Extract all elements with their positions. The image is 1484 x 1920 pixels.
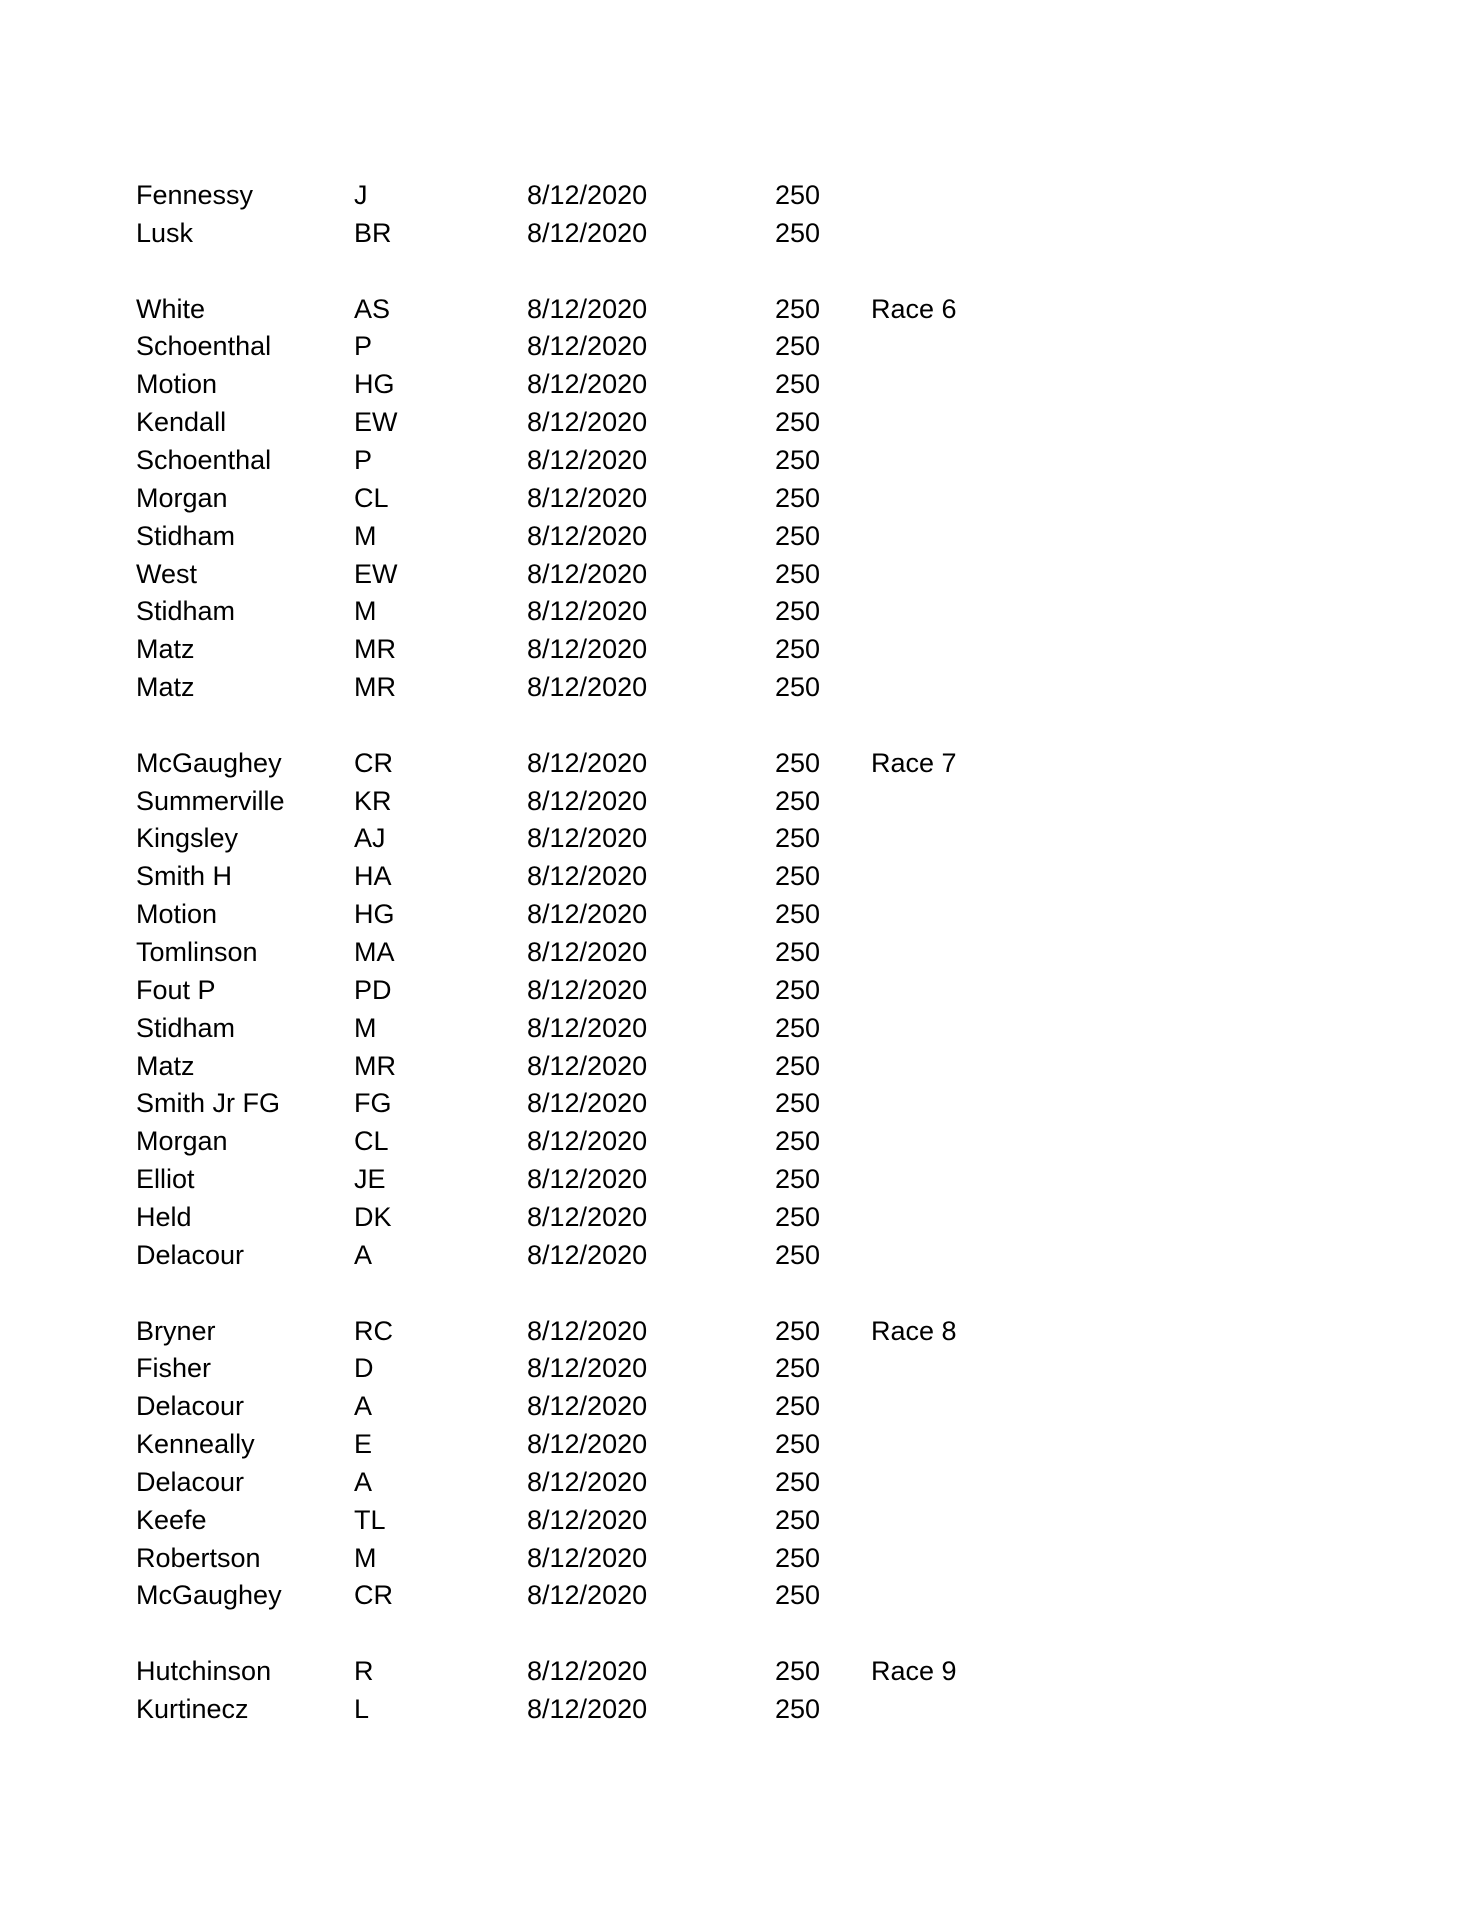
name-cell: McGaughey [136, 747, 282, 778]
name-cell: Elliot [136, 1164, 195, 1195]
amount-cell: 250 [775, 180, 821, 210]
amount-cell: 250 [775, 974, 821, 1005]
table-row [0, 857, 1484, 895]
table-row [0, 1122, 1484, 1160]
table-row [0, 630, 1484, 668]
date-cell: 8/12/2020 [527, 634, 648, 665]
table-row [0, 1236, 1484, 1274]
initials-cell: A [354, 1391, 373, 1422]
name-cell: Delacour [136, 1466, 245, 1497]
date-cell: 8/12/2020 [527, 331, 648, 362]
date-cell: 8/12/2020 [527, 1542, 648, 1573]
date-cell: 8/12/2020 [527, 672, 648, 703]
name-cell: White [136, 293, 206, 324]
table-row [0, 1009, 1484, 1047]
amount-cell: 250 [775, 1694, 821, 1724]
initials-cell: M [354, 520, 377, 551]
table-row [0, 1539, 1484, 1577]
amount-cell: 250 [775, 558, 821, 589]
table-row [0, 1387, 1484, 1425]
amount-cell: 250 [775, 444, 821, 475]
table-row [0, 403, 1484, 441]
initials-cell: P [354, 331, 373, 362]
name-cell: Matz [136, 672, 195, 703]
date-cell: 8/12/2020 [527, 180, 648, 210]
name-cell: Kurtinecz [136, 1694, 249, 1724]
table-row [0, 176, 1484, 214]
initials-cell: MA [354, 937, 395, 967]
amount-cell: 250 [775, 293, 821, 324]
initials-cell: CR [354, 747, 393, 778]
table-row [0, 479, 1484, 517]
name-cell: Morgan [136, 1126, 228, 1157]
date-cell: 8/12/2020 [527, 293, 648, 324]
amount-cell: 250 [775, 1201, 821, 1232]
name-cell: Stidham [136, 520, 236, 551]
table-row [0, 1501, 1484, 1539]
table-row [0, 819, 1484, 857]
amount-cell: 250 [775, 899, 821, 930]
table-row [0, 1349, 1484, 1387]
amount-cell: 250 [775, 937, 821, 967]
name-cell: McGaughey [136, 1580, 282, 1611]
table-row [0, 1047, 1484, 1085]
initials-cell: J [354, 180, 368, 210]
name-cell: Schoenthal [136, 444, 272, 475]
amount-cell: 250 [775, 823, 821, 854]
amount-cell: 250 [775, 634, 821, 665]
table-row [0, 1084, 1484, 1122]
table-row [0, 517, 1484, 555]
name-cell: Motion [136, 369, 218, 400]
table-row [0, 214, 1484, 252]
amount-cell: 250 [775, 217, 821, 248]
table-row [0, 1576, 1484, 1614]
name-cell: Bryner [136, 1315, 216, 1346]
date-cell: 8/12/2020 [527, 974, 648, 1005]
table-row [0, 592, 1484, 630]
amount-cell: 250 [775, 861, 821, 892]
date-cell: 8/12/2020 [527, 1050, 648, 1081]
amount-cell: 250 [775, 1542, 821, 1573]
initials-cell: AJ [354, 823, 386, 854]
amount-cell: 250 [775, 520, 821, 551]
date-cell: 8/12/2020 [527, 1391, 648, 1422]
table-row [0, 782, 1484, 820]
name-cell: Smith H [136, 861, 233, 892]
amount-cell: 250 [775, 331, 821, 362]
date-cell: 8/12/2020 [527, 520, 648, 551]
table-row [0, 1652, 1484, 1690]
date-cell: 8/12/2020 [527, 558, 648, 589]
table-row [0, 441, 1484, 479]
date-cell: 8/12/2020 [527, 1504, 648, 1535]
initials-cell: P [354, 444, 373, 475]
date-cell: 8/12/2020 [527, 1353, 648, 1384]
amount-cell: 250 [775, 1353, 821, 1384]
date-cell: 8/12/2020 [527, 1429, 648, 1460]
name-cell: Matz [136, 1050, 195, 1081]
name-cell: Hutchinson [136, 1656, 272, 1687]
table-row [0, 668, 1484, 706]
initials-cell: L [354, 1694, 370, 1724]
initials-cell: HA [354, 861, 392, 892]
date-cell: 8/12/2020 [527, 596, 648, 627]
initials-cell: R [354, 1656, 374, 1687]
race-label: Race 7 [871, 747, 957, 778]
amount-cell: 250 [775, 596, 821, 627]
table-row [0, 290, 1484, 328]
date-cell: 8/12/2020 [527, 1656, 648, 1687]
initials-cell: E [354, 1429, 373, 1460]
initials-cell: BR [354, 217, 392, 248]
date-cell: 8/12/2020 [527, 1694, 648, 1724]
initials-cell: M [354, 596, 377, 627]
initials-cell: EW [354, 407, 398, 438]
date-cell: 8/12/2020 [527, 861, 648, 892]
table-row [0, 327, 1484, 365]
initials-cell: CR [354, 1580, 393, 1611]
initials-cell: FG [354, 1088, 392, 1119]
date-cell: 8/12/2020 [527, 1239, 648, 1270]
initials-cell: MR [354, 672, 396, 703]
amount-cell: 250 [775, 407, 821, 438]
amount-cell: 250 [775, 1050, 821, 1081]
date-cell: 8/12/2020 [527, 747, 648, 778]
name-cell: Keefe [136, 1504, 207, 1535]
initials-cell: KR [354, 785, 392, 816]
name-cell: Kenneally [136, 1429, 255, 1460]
amount-cell: 250 [775, 1239, 821, 1270]
table-row [0, 555, 1484, 593]
table-row [0, 1312, 1484, 1350]
amount-cell: 250 [775, 672, 821, 703]
date-cell: 8/12/2020 [527, 482, 648, 513]
date-cell: 8/12/2020 [527, 899, 648, 930]
initials-cell: JE [354, 1164, 386, 1195]
table-row [0, 1463, 1484, 1501]
initials-cell: MR [354, 1050, 396, 1081]
date-cell: 8/12/2020 [527, 407, 648, 438]
amount-cell: 250 [775, 1126, 821, 1157]
date-cell: 8/12/2020 [527, 1126, 648, 1157]
name-cell: Kingsley [136, 823, 239, 854]
initials-cell: RC [354, 1315, 393, 1346]
amount-cell: 250 [775, 1656, 821, 1687]
date-cell: 8/12/2020 [527, 1315, 648, 1346]
name-cell: Schoenthal [136, 331, 272, 362]
race-label: Race 9 [871, 1656, 957, 1687]
amount-cell: 250 [775, 785, 821, 816]
amount-cell: 250 [775, 369, 821, 400]
name-cell: Lusk [136, 217, 194, 248]
initials-cell: M [354, 1012, 377, 1043]
initials-cell: HG [354, 899, 395, 930]
initials-cell: A [354, 1466, 373, 1497]
name-cell: Kendall [136, 407, 227, 438]
date-cell: 8/12/2020 [527, 823, 648, 854]
date-cell: 8/12/2020 [527, 937, 648, 967]
name-cell: Tomlinson [136, 937, 258, 967]
date-cell: 8/12/2020 [527, 217, 648, 248]
initials-cell: MR [354, 634, 396, 665]
amount-cell: 250 [775, 1315, 821, 1346]
name-cell: Stidham [136, 1012, 236, 1043]
amount-cell: 250 [775, 1504, 821, 1535]
initials-cell: CL [354, 1126, 389, 1157]
initials-cell: CL [354, 482, 389, 513]
name-cell: Summerville [136, 785, 285, 816]
initials-cell: D [354, 1353, 374, 1384]
amount-cell: 250 [775, 1088, 821, 1119]
date-cell: 8/12/2020 [527, 1466, 648, 1497]
initials-cell: EW [354, 558, 398, 589]
date-cell: 8/12/2020 [527, 1164, 648, 1195]
name-cell: Fennessy [136, 180, 254, 210]
amount-cell: 250 [775, 1164, 821, 1195]
name-cell: Matz [136, 634, 195, 665]
table-row [0, 1198, 1484, 1236]
table-row [0, 365, 1484, 403]
table-row [0, 1690, 1484, 1728]
amount-cell: 250 [775, 482, 821, 513]
name-cell: Fout P [136, 974, 216, 1005]
date-cell: 8/12/2020 [527, 1201, 648, 1232]
amount-cell: 250 [775, 1429, 821, 1460]
name-cell: Motion [136, 899, 218, 930]
date-cell: 8/12/2020 [527, 1088, 648, 1119]
table-row [0, 744, 1484, 782]
amount-cell: 250 [775, 747, 821, 778]
date-cell: 8/12/2020 [527, 785, 648, 816]
name-cell: Delacour [136, 1239, 245, 1270]
name-cell: Stidham [136, 596, 236, 627]
name-cell: Smith Jr FG [136, 1088, 281, 1119]
amount-cell: 250 [775, 1012, 821, 1043]
date-cell: 8/12/2020 [527, 369, 648, 400]
date-cell: 8/12/2020 [527, 1580, 648, 1611]
table-row [0, 933, 1484, 971]
table-row [0, 1425, 1484, 1463]
date-cell: 8/12/2020 [527, 444, 648, 475]
amount-cell: 250 [775, 1580, 821, 1611]
name-cell: Morgan [136, 482, 228, 513]
amount-cell: 250 [775, 1466, 821, 1497]
name-cell: Delacour [136, 1391, 245, 1422]
name-cell: Held [136, 1201, 192, 1232]
race-label: Race 6 [871, 293, 957, 324]
initials-cell: DK [354, 1201, 392, 1232]
date-cell: 8/12/2020 [527, 1012, 648, 1043]
initials-cell: AS [354, 293, 391, 324]
table-row [0, 895, 1484, 933]
name-cell: Fisher [136, 1353, 212, 1384]
initials-cell: TL [354, 1504, 386, 1535]
race-label: Race 8 [871, 1315, 957, 1346]
table-row [0, 1160, 1484, 1198]
initials-cell: M [354, 1542, 377, 1573]
amount-cell: 250 [775, 1391, 821, 1422]
name-cell: West [136, 558, 198, 589]
initials-cell: HG [354, 369, 395, 400]
name-cell: Robertson [136, 1542, 261, 1573]
initials-cell: PD [354, 974, 392, 1005]
table-row [0, 971, 1484, 1009]
initials-cell: A [354, 1239, 373, 1270]
